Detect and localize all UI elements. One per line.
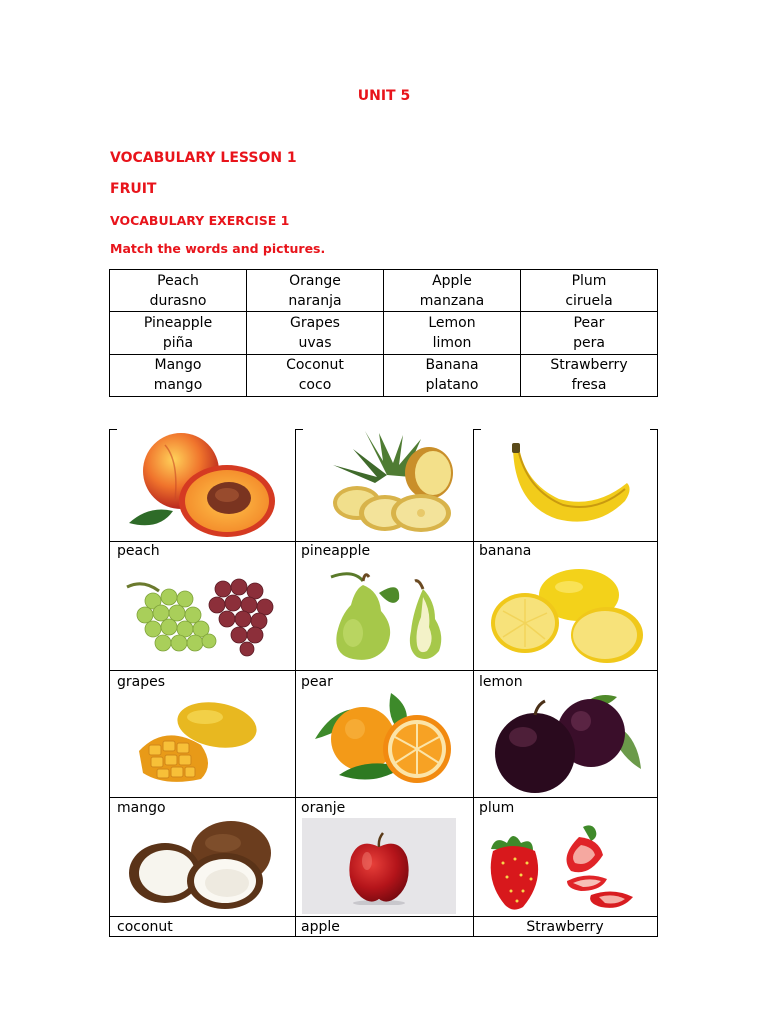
vocab-cell: Peach durasno xyxy=(110,270,247,312)
orange-image xyxy=(305,691,461,791)
table-row xyxy=(110,270,658,312)
vocab-cell: Strawberry fresa xyxy=(521,354,658,396)
grid-line xyxy=(473,429,474,937)
banana-image xyxy=(505,443,635,529)
grid-line xyxy=(109,429,110,937)
picture-label: mango xyxy=(117,800,166,816)
exercise-title: VOCABULARY EXERCISE 1 xyxy=(110,213,290,228)
grid-line xyxy=(657,429,658,937)
picture-label: grapes xyxy=(117,674,166,690)
picture-grid xyxy=(109,429,658,937)
unit-title: UNIT 5 xyxy=(357,88,411,104)
picture-label: pear xyxy=(301,674,333,690)
exercise-instruction: Match the words and pictures. xyxy=(110,241,326,256)
picture-label: banana xyxy=(479,543,532,559)
vocab-cell: Coconut coco xyxy=(247,354,384,396)
grid-line xyxy=(295,429,296,937)
grid-line xyxy=(295,429,303,430)
vocab-cell: Mango mango xyxy=(110,354,247,396)
vocab-cell: Orange naranja xyxy=(247,270,384,312)
mango-image xyxy=(135,699,259,785)
picture-label: Strawberry xyxy=(526,919,604,935)
strawberry-image xyxy=(483,821,651,913)
grid-line xyxy=(109,429,117,430)
grid-line xyxy=(109,670,658,671)
vocabulary-table xyxy=(109,269,658,397)
vocab-cell: Pear pera xyxy=(521,312,658,354)
lemon-image xyxy=(489,569,645,665)
grid-line xyxy=(109,541,658,542)
vocab-cell: Plum ciruela xyxy=(521,270,658,312)
vocab-cell: Lemon limon xyxy=(384,312,521,354)
lesson-title: VOCABULARY LESSON 1 xyxy=(110,150,297,166)
grid-line xyxy=(109,916,658,917)
pineapple-image xyxy=(313,431,461,539)
plum-image xyxy=(491,691,643,795)
pear-image xyxy=(323,571,453,663)
picture-label: pineapple xyxy=(301,543,371,559)
picture-label: coconut xyxy=(117,919,173,935)
table-row xyxy=(110,354,658,396)
vocab-cell: Grapes uvas xyxy=(247,312,384,354)
picture-label: oranje xyxy=(301,800,346,816)
grapes-image xyxy=(123,575,283,661)
grid-line xyxy=(109,936,658,937)
grid-line xyxy=(109,797,658,798)
vocab-cell: Banana platano xyxy=(384,354,521,396)
picture-label: peach xyxy=(117,543,160,559)
vocab-cell: Apple manzana xyxy=(384,270,521,312)
peach-image xyxy=(129,431,279,539)
picture-label: plum xyxy=(479,800,515,816)
picture-label: lemon xyxy=(479,674,523,690)
coconut-image xyxy=(127,819,273,911)
apple-image xyxy=(345,831,413,905)
vocab-cell: Pineapple piña xyxy=(110,312,247,354)
topic-title: FRUIT xyxy=(110,181,157,197)
table-row xyxy=(110,312,658,354)
picture-label: apple xyxy=(301,919,340,935)
grid-line xyxy=(473,429,481,430)
